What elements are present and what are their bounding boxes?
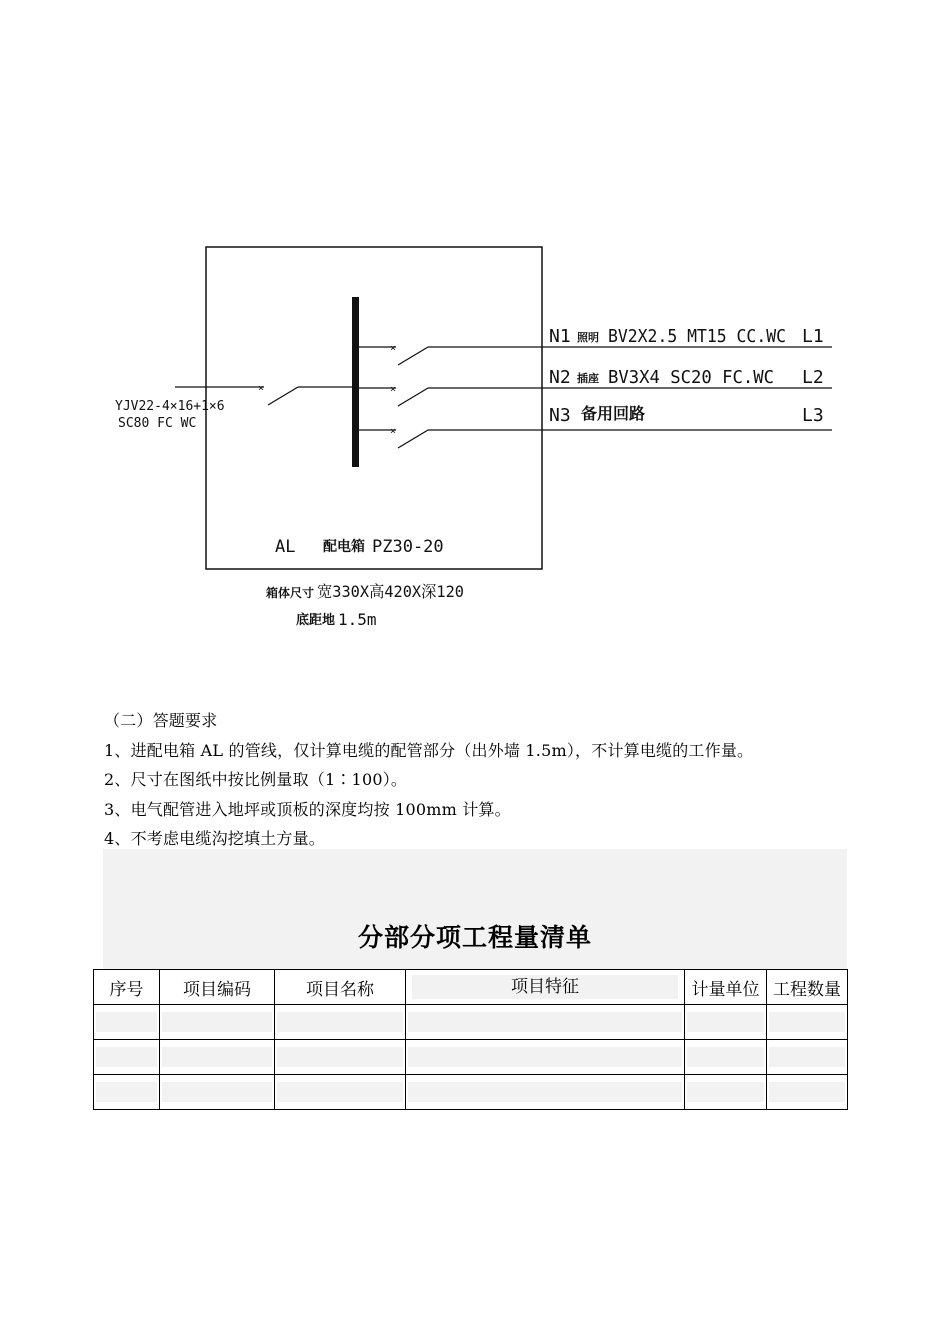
busbar <box>352 297 359 467</box>
col-header-unit: 计量单位 <box>685 970 767 1005</box>
mount-value: 1.5m <box>338 610 377 629</box>
circuit-1-blade <box>398 347 428 365</box>
table-cell[interactable] <box>94 1075 160 1110</box>
col-header-quantity: 工程数量 <box>767 970 848 1005</box>
box-name: 配电箱 <box>323 539 365 555</box>
table-cell[interactable] <box>160 1075 275 1110</box>
box-model: PZ30-20 <box>372 537 444 557</box>
requirements-heading: （二）答题要求 <box>104 711 218 730</box>
circuit-2-purpose: 插座 <box>577 372 599 385</box>
requirement-item: 4、不考虑电缆沟挖填土方量。 <box>104 829 325 848</box>
table-cell[interactable] <box>406 1075 685 1110</box>
table-cell[interactable] <box>160 1005 275 1040</box>
table-cell[interactable] <box>406 1040 685 1075</box>
table-cell[interactable] <box>685 1005 767 1040</box>
table-title: 分部分项工程量清单 <box>357 923 592 952</box>
circuit-3-id: N3 <box>549 405 571 426</box>
requirement-item: 2、尺寸在图纸中按比例量取（1∶100）。 <box>104 770 408 789</box>
size-label: 箱体尺寸 <box>266 586 315 600</box>
incoming-switch-cross: × <box>258 383 265 394</box>
circuit-2-cross: × <box>390 384 397 395</box>
circuit-1-cross: × <box>390 343 397 354</box>
table-cell[interactable] <box>275 1075 406 1110</box>
table-header-row <box>94 970 848 1005</box>
table-row <box>94 1005 848 1040</box>
circuit-3-purpose: 备用回路 <box>581 404 646 423</box>
answer-requirements <box>104 706 904 854</box>
col-header-features <box>406 970 685 1005</box>
table-cell[interactable] <box>767 1040 848 1075</box>
circuit-2-spec: BV3X4 SC20 FC.WC <box>608 367 774 388</box>
table-cell[interactable] <box>160 1040 275 1075</box>
incoming-switch-blade <box>268 387 298 405</box>
feed-conduit-label: SC80 FC WC <box>118 416 197 431</box>
table-cell[interactable] <box>275 1040 406 1075</box>
table-cell[interactable] <box>767 1075 848 1110</box>
circuit-3-label: L3 <box>802 405 824 426</box>
circuit-2-label: L2 <box>802 367 824 388</box>
col-header-no: 序号 <box>94 970 160 1005</box>
circuit-2-blade <box>398 388 428 406</box>
circuit-1-spec: BV2X2.5 MT15 CC.WC <box>608 326 786 347</box>
table-cell[interactable] <box>685 1040 767 1075</box>
size-value: 宽330X高420X深120 <box>317 582 464 601</box>
circuit-1-id: N1 <box>549 326 571 347</box>
table-row <box>94 1040 848 1075</box>
circuit-1-purpose: 照明 <box>577 331 599 344</box>
table-cell[interactable] <box>767 1005 848 1040</box>
col-header-name: 项目名称 <box>275 970 406 1005</box>
requirement-item: 3、电气配管进入地坪或顶板的深度均按 100mm 计算。 <box>104 799 511 819</box>
table-cell[interactable] <box>406 1005 685 1040</box>
bill-of-quantities-table <box>93 969 848 1110</box>
circuit-2-id: N2 <box>549 367 571 388</box>
circuit-1-label: L1 <box>802 326 824 347</box>
table-row <box>94 1075 848 1110</box>
col-header-features-text: 项目特征 <box>412 975 679 999</box>
distribution-box-outline <box>206 247 542 569</box>
table-cell[interactable] <box>94 1040 160 1075</box>
table-cell[interactable] <box>94 1005 160 1040</box>
circuit-3-cross: × <box>390 426 397 437</box>
requirement-item: 1、进配电箱 AL 的管线，仅计算电缆的配管部分（出外墙 1.5m），不计算电缆的工作量。 <box>104 740 754 760</box>
col-header-code: 项目编码 <box>160 970 275 1005</box>
table-cell[interactable] <box>275 1005 406 1040</box>
box-code: AL <box>275 537 296 557</box>
mount-label: 底距地 <box>296 613 336 628</box>
feed-cable-label: YJV22-4×16+1×6 <box>115 399 225 414</box>
table-cell[interactable] <box>685 1075 767 1110</box>
circuit-3-blade <box>398 430 428 448</box>
